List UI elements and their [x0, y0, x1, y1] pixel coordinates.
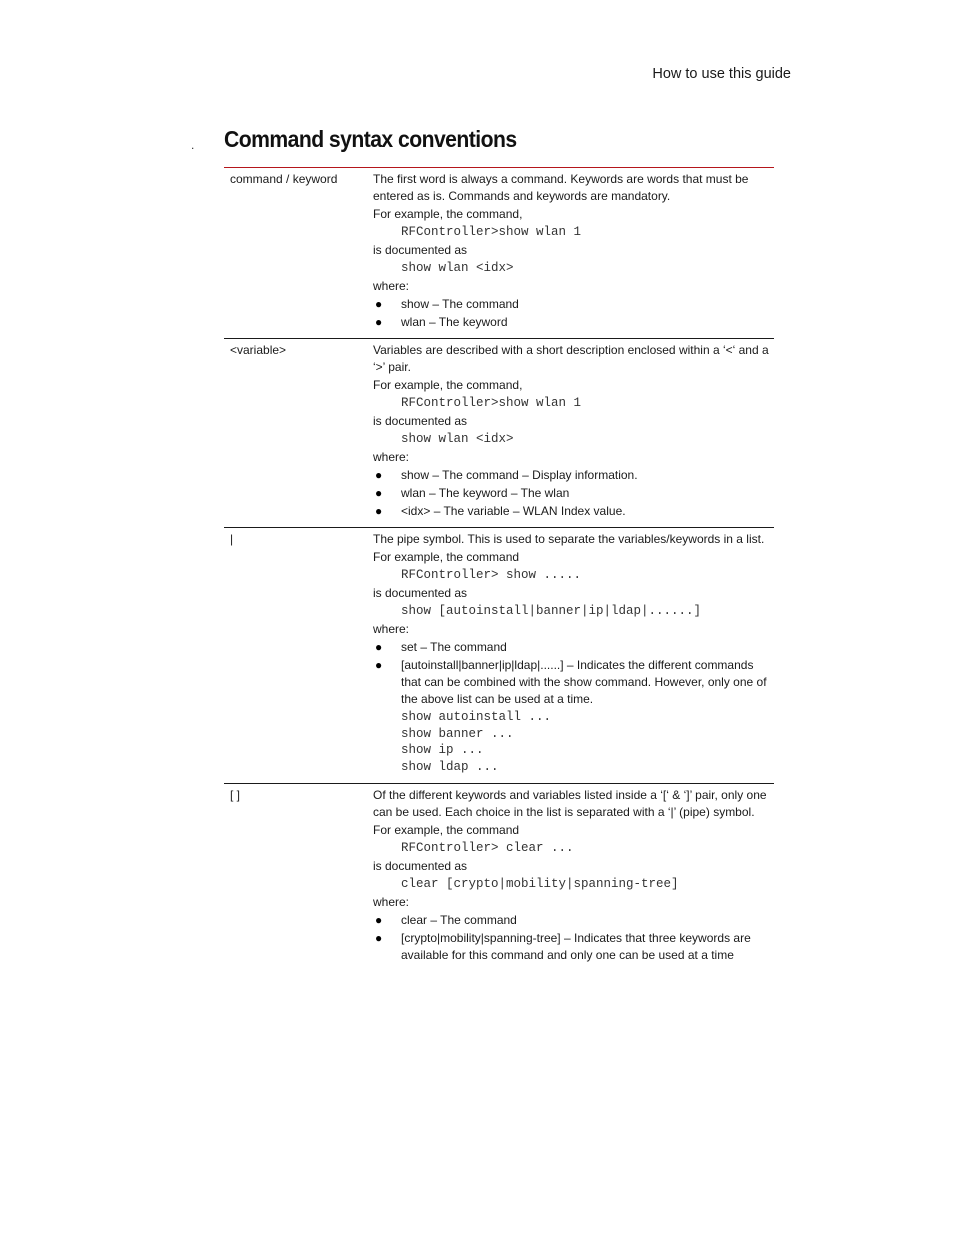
- example-code: RFController> show .....: [401, 568, 582, 582]
- code-line: show banner ...: [401, 726, 514, 741]
- documented-label: is documented as: [373, 243, 468, 257]
- code-example-list: [401, 709, 770, 775]
- running-header: How to use this guide: [652, 66, 791, 82]
- bullet-icon: ●: [375, 931, 383, 945]
- list-item: [373, 467, 770, 484]
- where-label: where:: [373, 279, 410, 293]
- list-item: [373, 485, 770, 502]
- where-label: where:: [373, 895, 410, 909]
- convention-term: command / keyword: [224, 168, 367, 339]
- description-text: Of the different keywords and variables listed inside a ‘[‘ & ‘]’ pair, only one can be used. Each choice in the list is separated with a ‘|’ (pipe) symbol.: [373, 788, 767, 819]
- list-item-text: <idx> – The variable – WLAN Index value.: [401, 504, 626, 518]
- list-item: [373, 503, 770, 520]
- title-marker: .: [191, 138, 195, 152]
- description-text: The pipe symbol. This is used to separate the variables/keywords in a list.: [373, 532, 765, 546]
- bullet-icon: ●: [375, 315, 383, 329]
- list-item: [373, 930, 770, 964]
- example-code: RFController>show wlan 1: [401, 396, 582, 410]
- convention-description: [367, 784, 774, 972]
- example-label: For example, the command,: [373, 207, 523, 221]
- list-item: [373, 657, 770, 708]
- table-row: [224, 528, 774, 784]
- description-text: The first word is always a command. Keywords are words that must be entered as is. Commands and keywords are mandatory.: [373, 172, 749, 203]
- example-code: RFController>show wlan 1: [401, 225, 582, 239]
- code-line: show ip ...: [401, 743, 484, 757]
- code-line: show autoinstall ...: [401, 710, 552, 724]
- list-item-text: wlan – The keyword: [401, 315, 508, 329]
- documented-code: show wlan <idx>: [401, 261, 514, 275]
- list-item-text: set – The command: [401, 640, 507, 654]
- page-title: Command syntax conventions: [224, 126, 517, 152]
- list-item-text: show – The command: [401, 297, 519, 311]
- example-label: For example, the command,: [373, 378, 523, 392]
- where-label: where:: [373, 450, 410, 464]
- documented-label: is documented as: [373, 414, 468, 428]
- documented-label: is documented as: [373, 859, 468, 873]
- bullet-icon: ●: [375, 504, 383, 518]
- bullet-list: [373, 296, 770, 331]
- convention-term: [ ]: [230, 788, 241, 802]
- bullet-icon: ●: [375, 640, 383, 654]
- convention-term: <variable>: [224, 339, 367, 528]
- bullet-icon: ●: [375, 468, 383, 482]
- code-line: show ldap ...: [401, 759, 499, 774]
- convention-term: |: [224, 528, 367, 784]
- list-item: [373, 912, 770, 929]
- bullet-icon: ●: [375, 486, 383, 500]
- convention-description: [367, 168, 774, 339]
- bullet-icon: ●: [375, 297, 383, 311]
- table-row: [224, 168, 774, 339]
- description-text: Variables are described with a short description enclosed within a ‘<‘ and a ‘>’ pair.: [373, 343, 769, 374]
- documented-code: show [autoinstall|banner|ip|ldap|......]: [401, 604, 702, 618]
- table-row: [224, 339, 774, 528]
- bullet-list: [373, 639, 770, 708]
- list-item: [373, 296, 770, 313]
- list-item-text: clear – The command: [401, 913, 517, 927]
- bullet-list: [373, 467, 770, 520]
- list-item: [373, 314, 770, 331]
- example-code: RFController> clear ...: [401, 841, 574, 855]
- documented-code: clear [crypto|mobility|spanning-tree]: [401, 877, 679, 891]
- list-item: [373, 639, 770, 656]
- documented-code: show wlan <idx>: [401, 432, 514, 446]
- bullet-icon: ●: [375, 658, 383, 672]
- where-label: where:: [373, 622, 410, 636]
- bullet-list: [373, 912, 770, 964]
- example-label: For example, the command: [373, 550, 520, 564]
- list-item-text: wlan – The keyword – The wlan: [401, 486, 570, 500]
- list-item-text: [crypto|mobility|spanning-tree] – Indicates that three keywords are available for this command and only one can be used at a time: [401, 931, 751, 962]
- list-item-text: show – The command – Display information.: [401, 468, 638, 482]
- conventions-table: [224, 167, 774, 971]
- table-row: [224, 784, 774, 972]
- documented-label: is documented as: [373, 586, 468, 600]
- example-label: For example, the command: [373, 823, 520, 837]
- list-item-text: [autoinstall|banner|ip|ldap|......] – Indicates the different commands that can be combined with the show command. However, only one of the above list can be used at a time.: [401, 658, 767, 706]
- convention-description: [367, 528, 774, 784]
- convention-description: [367, 339, 774, 528]
- bullet-icon: ●: [375, 913, 383, 927]
